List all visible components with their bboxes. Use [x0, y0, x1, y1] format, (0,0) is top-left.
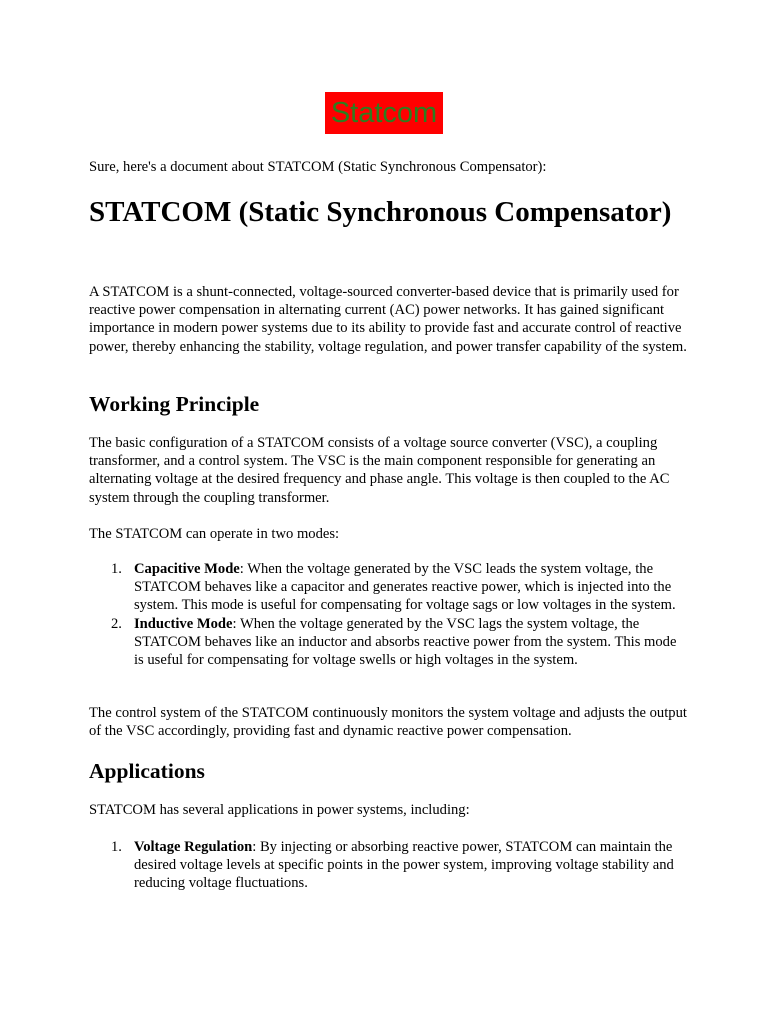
working-principle-paragraph-1: The basic configuration of a STATCOM consists of a voltage source converter (VSC), a coupling transformer, and a control system. The VSC is the main component responsible for generating an alternating voltage at the desired frequency and phase angle. This voltage is then coupled to the AC system through the coupling transformer. [89, 435, 670, 506]
list-term: Voltage Regulation [134, 839, 253, 855]
banner-title: Statcom [325, 92, 443, 134]
list-text: : When the voltage generated by the VSC lags the system voltage, the STATCOM behaves like an inductor and absorbs reactive power from the system. This mode is useful for compensating for voltage swells or high voltages in the system. [134, 615, 677, 669]
list-item [89, 615, 687, 670]
applications-paragraph-1: STATCOM has several applications in power systems, including: [89, 802, 470, 818]
list-number: 2. [111, 615, 122, 632]
list-term: Capacitive Mode [134, 561, 240, 577]
list-item [89, 560, 687, 615]
working-principle-paragraph-2: The STATCOM can operate in two modes: [89, 526, 340, 542]
document-title: STATCOM (Static Synchronous Compensator) [89, 196, 672, 228]
heading-working-principle: Working Principle [89, 392, 260, 416]
list-number: 1. [111, 561, 122, 577]
list-number: 1. [111, 839, 122, 855]
modes-list [89, 560, 687, 669]
applications-list [89, 838, 687, 893]
intro-paragraph: A STATCOM is a shunt-connected, voltage-sourced converter-based device that is primarily used for reactive power compensation in alternating current (AC) power networks. It has gained significant importance in modern power systems due to its ability to provide fast and accurate control of reactive power, thereby enhancing the stability, voltage regulation, and power transfer capability of the system. [89, 284, 687, 355]
intro-line: Sure, here's a document about STATCOM (Static Synchronous Compensator): [89, 159, 547, 175]
list-term: Inductive Mode [134, 615, 233, 632]
heading-applications: Applications [89, 759, 205, 783]
list-text: : By injecting or absorbing reactive power, STATCOM can maintain the desired voltage levels at specific points in the power system, improving voltage stability and reducing voltage fluctuations. [134, 839, 674, 892]
working-principle-paragraph-3: The control system of the STATCOM continuously monitors the system voltage and adjusts the output of the VSC accordingly, providing fast and dynamic reactive power compensation. [89, 705, 687, 740]
list-item [89, 838, 687, 893]
list-text: : When the voltage generated by the VSC leads the system voltage, the STATCOM behaves like a capacitor and generates reactive power, which is injected into the system. This mode is useful for compensating for voltage sags or low voltages in the system. [134, 561, 676, 614]
